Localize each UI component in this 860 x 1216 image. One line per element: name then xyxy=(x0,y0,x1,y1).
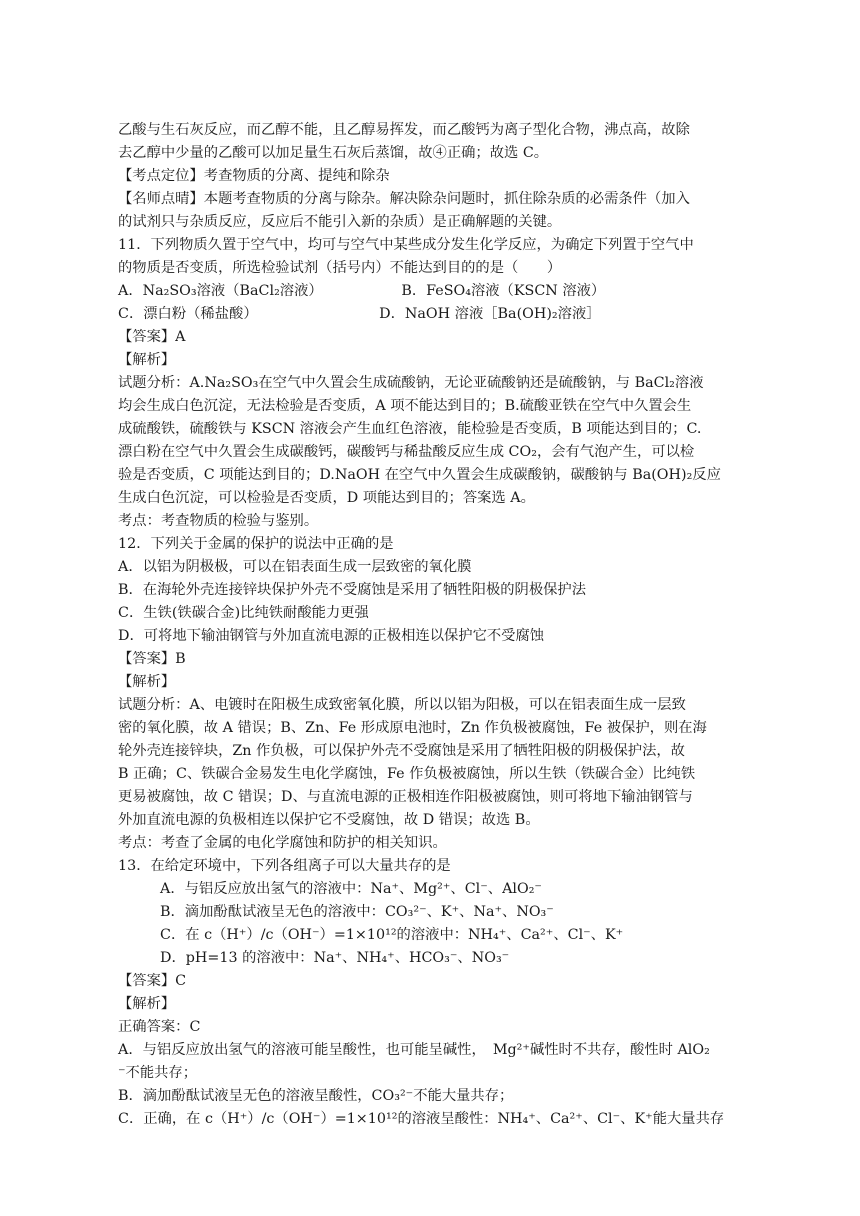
text-line: 试题分析：A.Na₂SO₃在空气中久置会生成硫酸钠，无论亚硫酸钠还是硫酸钠，与 BaCl₂溶液 xyxy=(118,375,704,391)
text-line: 【解析】 xyxy=(118,674,176,690)
text-line: 正确答案：C xyxy=(118,1019,201,1035)
text-line: 试题分析：A、电镀时在阳极生成致密氧化膜，所以以铝为阳极，可以在铝表面生成一层致 xyxy=(118,697,686,713)
text-line: C．在 c（H⁺）/c（OH⁻）=1×10¹²的溶液中：NH₄⁺、Ca²⁺、Cl⁻、K⁺ xyxy=(160,927,624,943)
text-line: C．正确，在 c（H⁺）/c（OH⁻）=1×10¹²的溶液呈酸性：NH₄⁺、Ca²⁺、Cl⁻、K⁺能大量共存 xyxy=(118,1111,725,1127)
text-line: D．pH=13 的溶液中：Na⁺、NH₄⁺、HCO₃⁻、NO₃⁻ xyxy=(160,950,510,966)
text-line: 乙酸与生石灰反应，而乙醇不能，且乙醇易挥发，而乙酸钙为离子型化合物，沸点高，故除 xyxy=(118,122,690,138)
text-line: ⁻不能共存； xyxy=(118,1065,198,1081)
text-line: 【答案】A xyxy=(118,329,186,345)
text-line: D．可将地下输油钢管与外加直流电源的正极相连以保护它不受腐蚀 xyxy=(118,628,545,644)
text-line: A．以铝为阴极极，可以在铝表面生成一层致密的氧化膜 xyxy=(118,559,472,575)
text-line: 成硫酸铁，硫酸铁与 KSCN 溶液会产生血红色溶液，能检验是否变质，B 项能达到目的；C. xyxy=(118,421,702,437)
text-line: 的试剂只与杂质反应，反应后不能引入新的杂质）是正确解题的关键。 xyxy=(118,214,562,230)
text-line: 漂白粉在空气中久置会生成碳酸钙，碳酸钙与稀盐酸反应生成 CO₂，会有气泡产生，可以检 xyxy=(118,444,695,460)
text-line: 【答案】C xyxy=(118,973,187,989)
text-line: 考点：考查物质的检验与鉴别。 xyxy=(118,513,319,529)
text-line: 均会生成白色沉淀，无法检验是否变质，A 项不能达到目的；B.硫酸亚铁在空气中久置会生 xyxy=(118,398,692,414)
text-line: C．生铁(铁碳合金)比纯铁耐酸能力更强 xyxy=(118,605,369,621)
text-line: 轮外壳连接锌块，Zn 作负极，可以保护外壳不受腐蚀是采用了牺牲阳极的阴极保护法，故 xyxy=(118,743,685,759)
text-line: A．Na₂SO₃溶液（BaCl₂溶液） B．FeSO₄溶液（KSCN 溶液） xyxy=(118,283,606,299)
text-line: 【考点定位】考查物质的分离、提纯和除杂 xyxy=(118,168,390,184)
text-line: B．滴加酚酞试液呈无色的溶液呈酸性，CO₃²⁻不能大量共存； xyxy=(118,1088,514,1104)
text-line: 密的氧化膜，故 A 错误；B、Zn、Fe 形成原电池时，Zn 作负极被腐蚀，Fe 被保护，则在海 xyxy=(118,720,707,736)
text-line: 【答案】B xyxy=(118,651,186,667)
text-line: 12．下列关于金属的保护的说法中正确的是 xyxy=(118,536,394,552)
text-line: C．漂白粉（稀盐酸） D．NaOH 溶液［Ba(OH)₂溶液］ xyxy=(118,306,601,322)
text-line: B．滴加酚酞试液呈无色的溶液中：CO₃²⁻、K⁺、Na⁺、NO₃⁻ xyxy=(160,904,554,920)
text-line: 13．在给定环境中，下列各组离子可以大量共存的是 xyxy=(118,858,451,874)
text-line: 验是否变质，C 项能达到目的；D.NaOH 在空气中久置会生成碳酸钠，碳酸钠与 Ba(OH)₂反应 xyxy=(118,467,721,483)
document-body xyxy=(118,119,725,1131)
text-line: 11．下列物质久置于空气中，均可与空气中某些成分发生化学反应，为确定下列置于空气中 xyxy=(118,237,694,253)
text-line: 外加直流电源的负极相连以保护它不受腐蚀，故 D 错误；故选 B。 xyxy=(118,812,540,828)
text-line: 的物质是否变质，所选检验试剂（括号内）不能达到目的的是（ ） xyxy=(118,260,562,276)
text-line: 【名师点晴】本题考查物质的分离与除杂。解决除杂问题时，抓住除杂质的必需条件（加入 xyxy=(118,191,690,207)
text-line: 【解析】 xyxy=(118,996,176,1012)
text-line: 考点：考查了金属的电化学腐蚀和防护的相关知识。 xyxy=(118,835,447,851)
text-line: A．与铝反应放出氢气的溶液中：Na⁺、Mg²⁺、Cl⁻、AlO₂⁻ xyxy=(160,881,542,897)
text-line: B 正确；C、铁碳合金易发生电化学腐蚀，Fe 作负极被腐蚀，所以生铁（铁碳合金）比纯铁 xyxy=(118,766,696,782)
text-line: 【解析】 xyxy=(118,352,176,368)
text-line: 更易被腐蚀，故 C 错误；D、与直流电源的正极相连作阳极被腐蚀，则可将地下输油钢管与 xyxy=(118,789,693,805)
text-line: A．与铝反应放出氢气的溶液可能呈酸性，也可能呈碱性， Mg²⁺碱性时不共存，酸性时 AlO₂ xyxy=(118,1042,710,1058)
text-line: 去乙醇中少量的乙酸可以加足量生石灰后蒸馏，故④正确；故选 C。 xyxy=(118,145,549,161)
text-line: 生成白色沉淀，可以检验是否变质，D 项能达到目的；答案选 A。 xyxy=(118,490,535,506)
text-line: B．在海轮外壳连接锌块保护外壳不受腐蚀是采用了牺牲阳极的阴极保护法 xyxy=(118,582,587,598)
